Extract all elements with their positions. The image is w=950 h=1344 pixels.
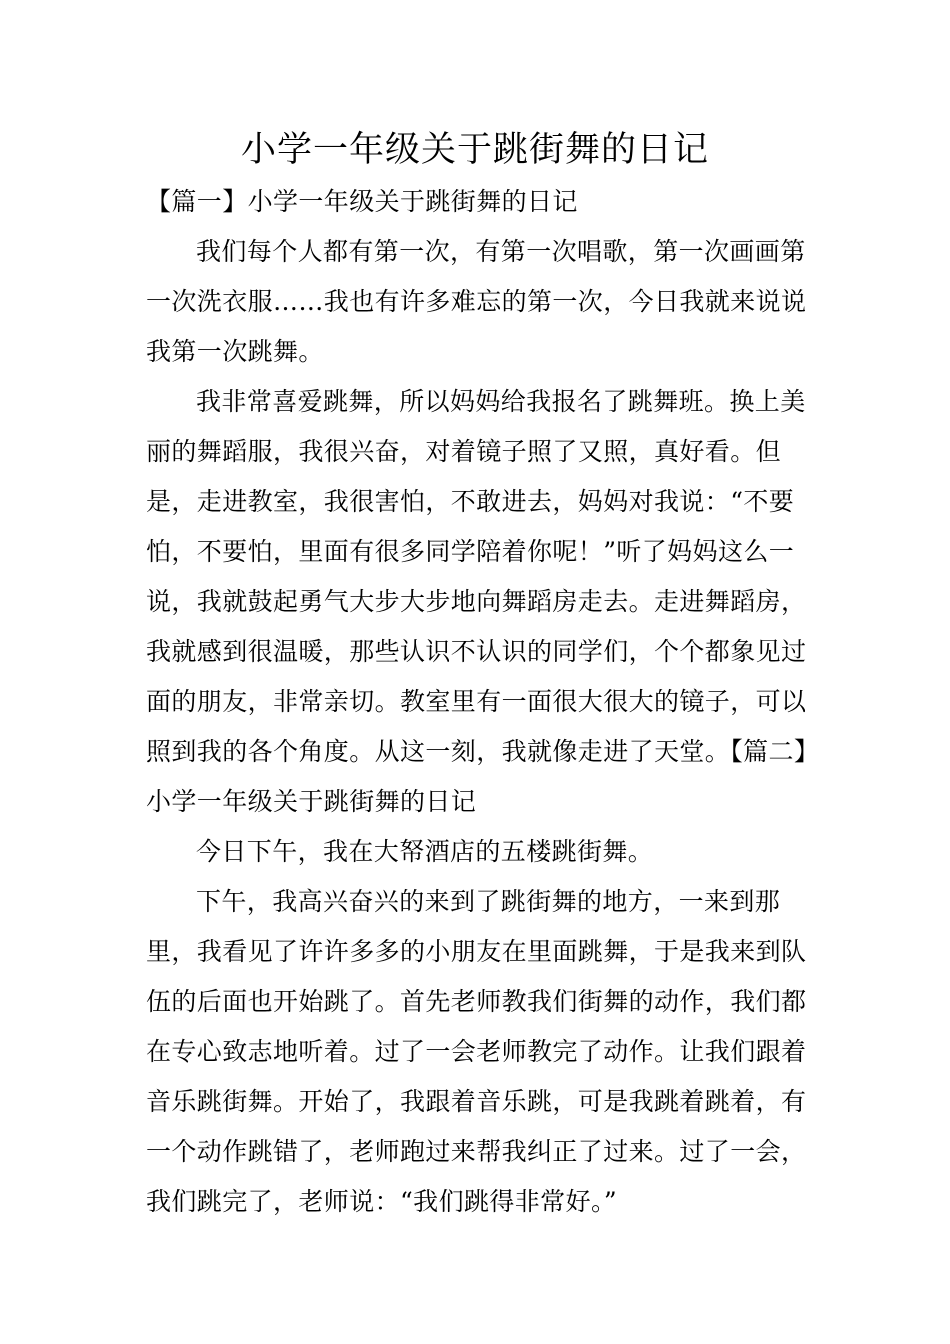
- article-body: [146, 177, 808, 1227]
- paragraph-2: 我非常喜爱跳舞，所以妈妈给我报名了跳舞班。换上美丽的舞蹈服，我很兴奋，对着镜子照了又照，真好看。但是，走进教室，我很害怕，不敢进去，妈妈对我说：“不要怕，不要怕，里面有很多同学陪着你呢！”听了妈妈这么一说，我就鼓起勇气大步大步地向舞蹈房走去。走进舞蹈房，我就感到很温暖，那些认识不认识的同学们，个个都象见过面的朋友，非常亲切。教室里有一面很大很大的镜子，可以照到我的各个角度。从这一刻，我就像走进了天堂。【篇二】小学一年级关于跳街舞的日记: [146, 387, 807, 816]
- page-title: 小学一年级关于跳街舞的日记: [240, 130, 709, 170]
- paragraph-3: 今日下午，我在大帑酒店的五楼跳街舞。: [196, 837, 654, 866]
- paragraph-4: 下午，我高兴奋兴的来到了跳街舞的地方，一来到那里，我看见了许许多多的小朋友在里面跳舞，于是我来到队伍的后面也开始跳了。首先老师教我们街舞的动作，我们都在专心致志地听着。过了一会老师教完了动作。让我们跟着音乐跳街舞。开始了，我跟着音乐跳，可是我跳着跳着，有一个动作跳错了，老师跑过来帮我纠正了过来。过了一会，我们跳完了，老师说：“我们跳得非常好。”: [146, 887, 807, 1216]
- section-heading-1: 【篇一】小学一年级关于跳街舞的日记: [146, 187, 578, 216]
- paragraph-1: 我们每个人都有第一次，有第一次唱歌，第一次画画第一次洗衣服……我也有许多难忘的第一次，今日我就来说说我第一次跳舞。: [146, 237, 807, 366]
